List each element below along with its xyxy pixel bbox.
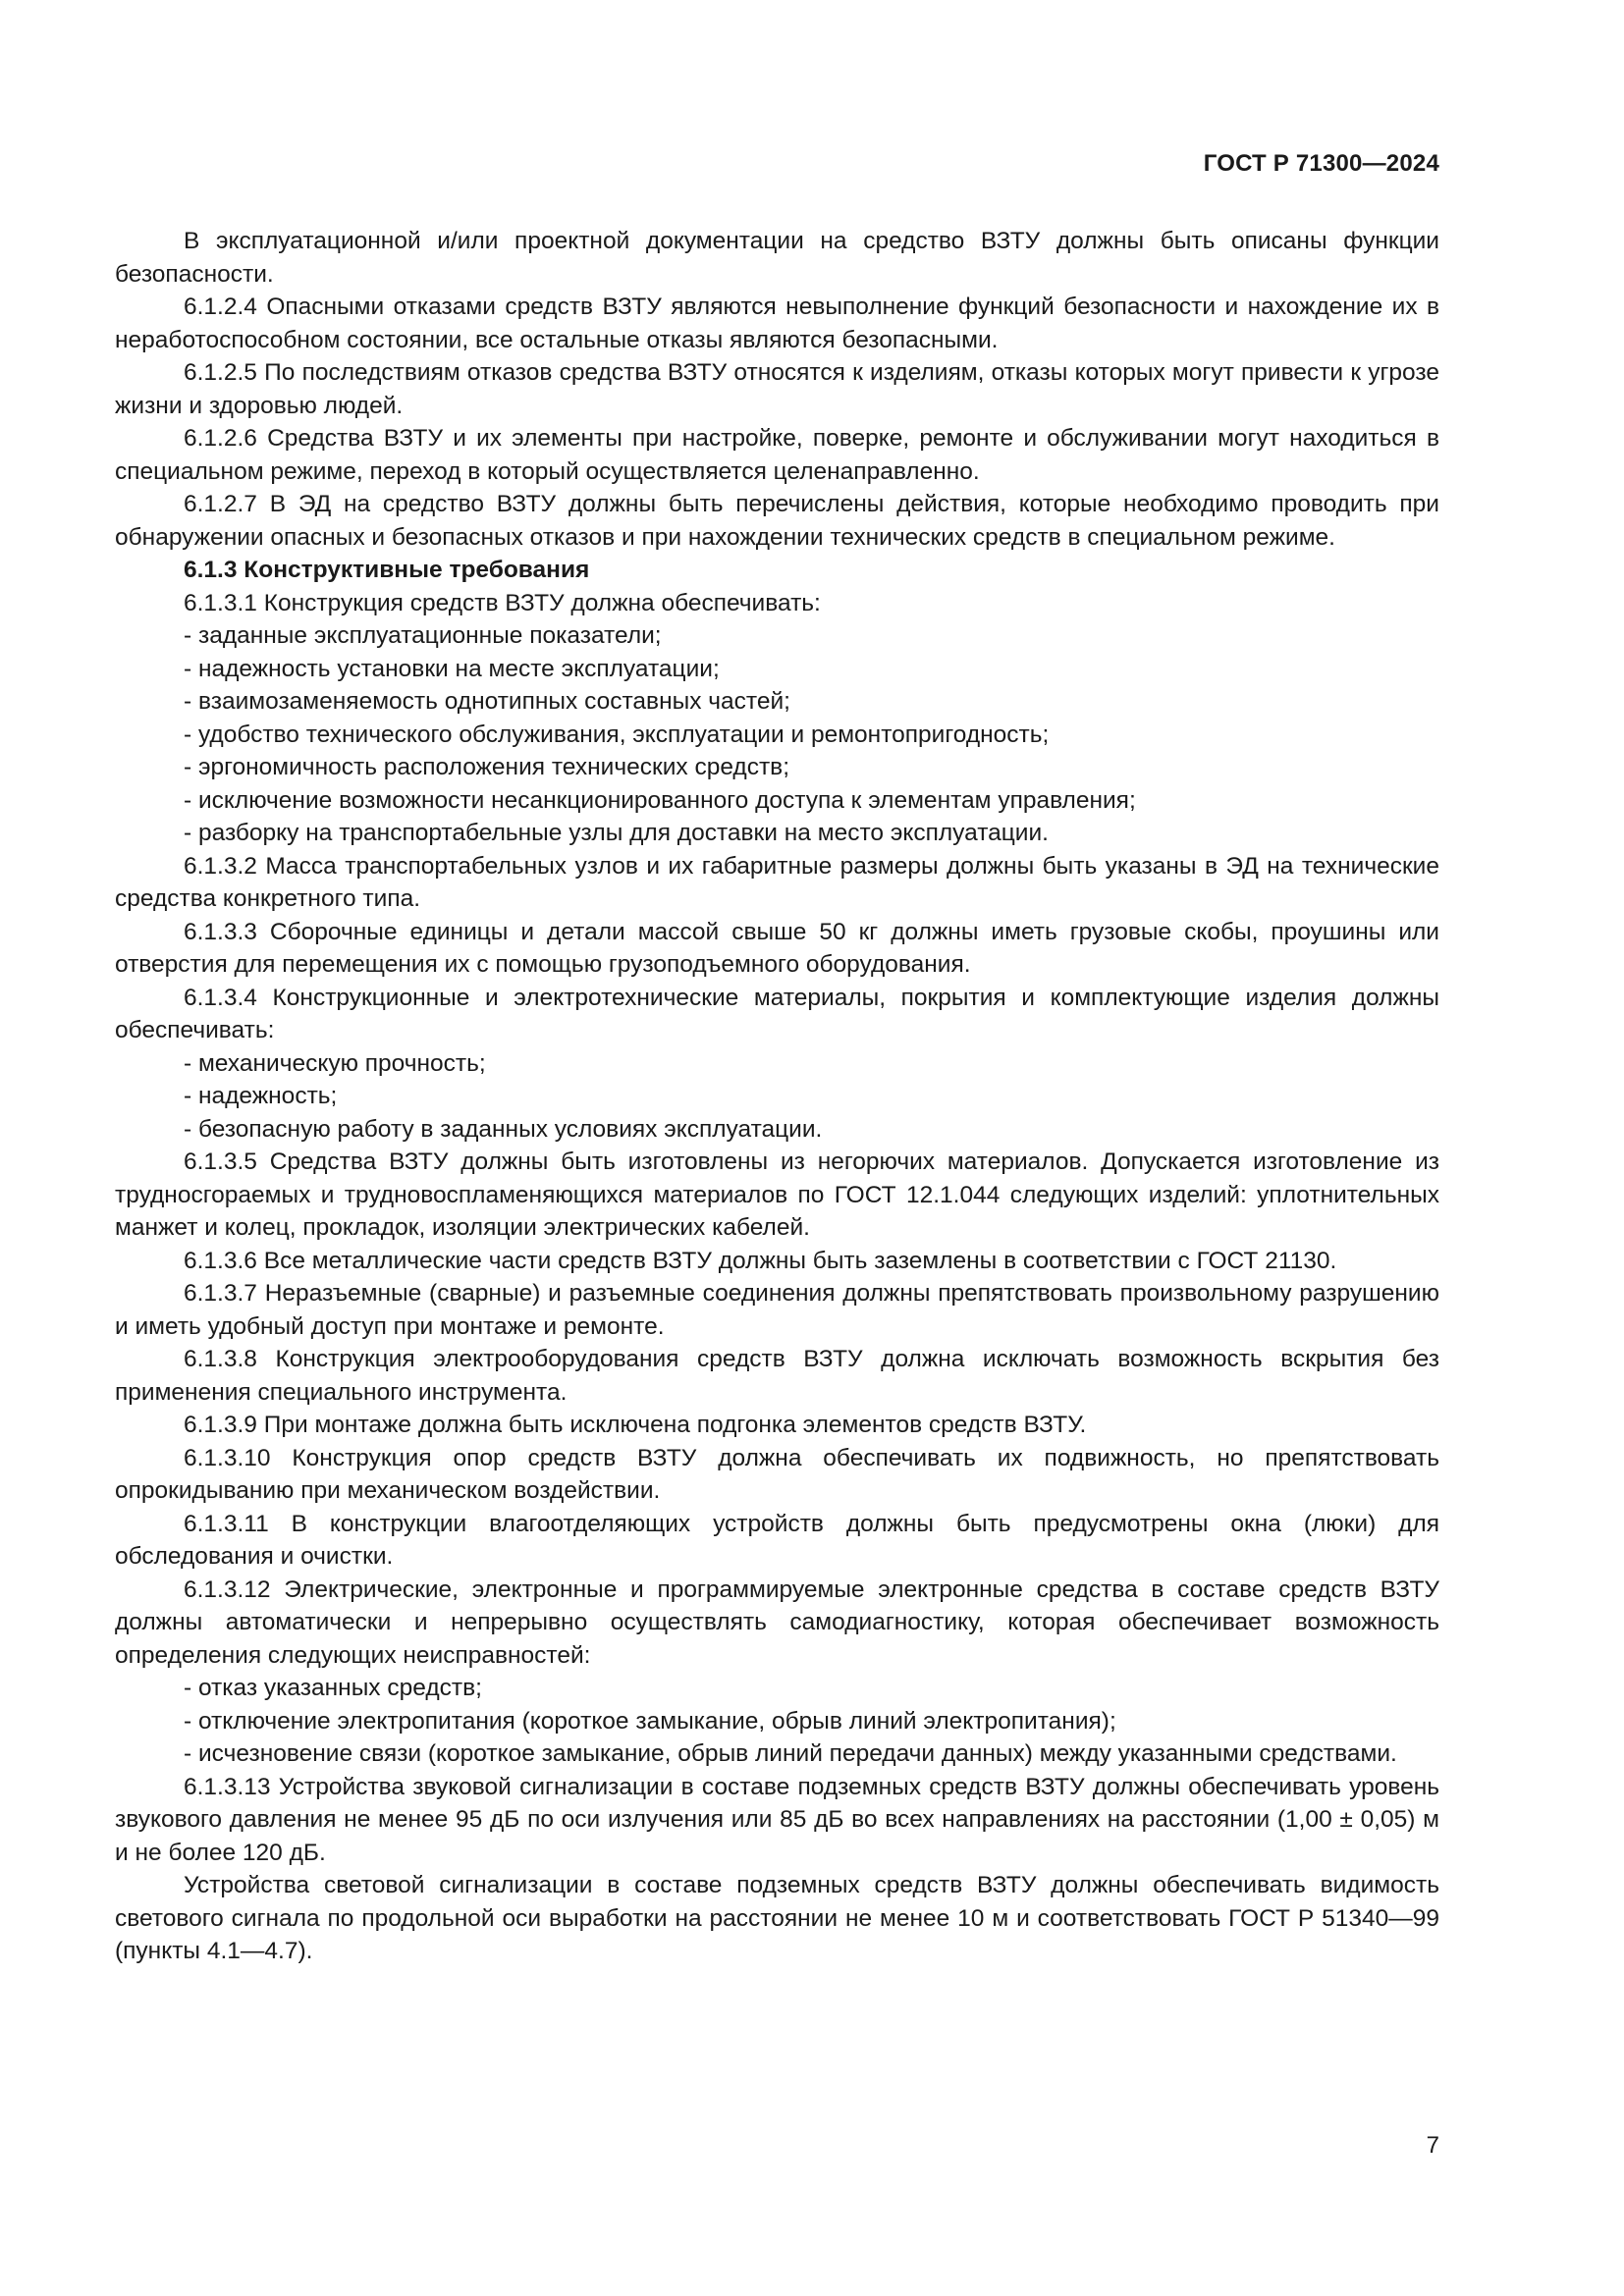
list-item: - отказ указанных средств; xyxy=(184,1675,482,1701)
paragraph-6-1-3-1: 6.1.3.1 Конструкция средств ВЗТУ должна обеспечивать: xyxy=(184,589,821,616)
paragraph-6-1-3-6: 6.1.3.6 Все металлические части средств ВЗТУ должны быть заземлены в соответствии с ГОСТ 21130. xyxy=(184,1247,1337,1274)
list-item: - взаимозаменяемость однотипных составных частей; xyxy=(184,688,790,715)
paragraph-6-1-3-2: 6.1.3.2 Масса транспортабельных узлов и их габаритные размеры должны быть указаны в ЭД на технические средства конкретного типа. xyxy=(115,852,1439,912)
list-item-wrapped: - исчезновение связи (короткое замыкание, обрыв линий передачи данных) между указанными средствами. xyxy=(184,1740,1397,1767)
section-heading-6-1-3: 6.1.3 Конструктивные требования xyxy=(184,557,590,583)
list-item: - удобство технического обслуживания, эксплуатации и ремонтопригодность; xyxy=(184,721,1050,748)
list-item: - надежность; xyxy=(184,1083,338,1109)
paragraph-6-1-3-3: 6.1.3.3 Сборочные единицы и детали массой свыше 50 кг должны иметь грузовые скобы, проушины или отверстия для перемещения их с помощью грузоподъемного оборудования. xyxy=(115,918,1439,978)
paragraph-light-signaling: Устройства световой сигнализации в составе подземных средств ВЗТУ должны обеспечивать видимость светового сигнала по продольной оси выработки на расстоянии не менее 10 м и соответствовать ГОСТ Р 51340—99 (пункты 4.1—4.7). xyxy=(115,1872,1439,1964)
list-item: - надежность установки на месте эксплуатации; xyxy=(184,655,720,682)
paragraph-safety-functions: В эксплуатационной и/или проектной документации на средство ВЗТУ должны быть описаны функции безопасности. xyxy=(115,228,1439,288)
paragraph-6-1-2-6: 6.1.2.6 Средства ВЗТУ и их элементы при настройке, поверке, ремонте и обслуживании могут находиться в специальном режиме, переход в который осуществляется целенаправленно. xyxy=(115,425,1439,485)
list-item: - исключение возможности несанкционированного доступа к элементам управления; xyxy=(184,786,1136,814)
list-item: - безопасную работу в заданных условиях эксплуатации. xyxy=(184,1115,823,1143)
paragraph-6-1-2-7: 6.1.2.7 В ЭД на средство ВЗТУ должны быть перечислены действия, которые необходимо проводить при обнаружении опасных и безопасных отказов и при нахождении технических средств в специальном режиме. xyxy=(115,491,1439,551)
paragraph-6-1-3-10: 6.1.3.10 Конструкция опор средств ВЗТУ должна обеспечивать их подвижность, но препятствовать опрокидыванию при механическом воздействии. xyxy=(115,1444,1439,1504)
paragraph-6-1-3-4: 6.1.3.4 Конструкционные и электротехнические материалы, покрытия и комплектующие изделия должны обеспечивать: xyxy=(115,984,1439,1043)
page-number: 7 xyxy=(1426,2132,1439,2159)
paragraph-6-1-3-8: 6.1.3.8 Конструкция электрооборудования средств ВЗТУ должна исключать возможность вскрытия без применения специального инструмента. xyxy=(115,1346,1439,1406)
paragraph-6-1-3-5: 6.1.3.5 Средства ВЗТУ должны быть изготовлены из негорючих материалов. Допускается изготовление из трудносгораемых и трудновоспламеняющихся материалов по ГОСТ 12.1.044 следующих изделий: уплотнительных манжет и колец, прокладок, изоляции электрических кабелей. xyxy=(115,1148,1439,1241)
list-item: - эргономичность расположения технических средств; xyxy=(184,754,789,780)
list-item: - заданные эксплуатационные показатели; xyxy=(184,622,662,649)
list-item: - отключение электропитания (короткое замыкание, обрыв линий электропитания); xyxy=(184,1707,1116,1735)
paragraph-6-1-3-11: 6.1.3.11 В конструкции влагоотделяющих устройств должны быть предусмотрены окна (люки) для обследования и очистки. xyxy=(115,1510,1439,1570)
paragraph-6-1-3-7: 6.1.3.7 Неразъемные (сварные) и разъемные соединения должны препятствовать произвольному разрушению и иметь удобный доступ при монтаже и ремонте. xyxy=(115,1280,1439,1340)
paragraph-6-1-3-13: 6.1.3.13 Устройства звуковой сигнализации в составе подземных средств ВЗТУ должны обеспечивать уровень звукового давления не менее 95 дБ по оси излучения или 85 дБ во всех направлениях на расстоянии (1,00 ± 0,05) м и не более 120 дБ. xyxy=(115,1773,1439,1866)
paragraph-6-1-2-5: 6.1.2.5 По последствиям отказов средства ВЗТУ относятся к изделиям, отказы которых могут привести к угрозе жизни и здоровью людей. xyxy=(115,359,1439,419)
paragraph-6-1-3-9: 6.1.3.9 При монтаже должна быть исключена подгонка элементов средств ВЗТУ. xyxy=(184,1412,1087,1438)
list-item: - механическую прочность; xyxy=(184,1049,486,1077)
document-body xyxy=(115,225,1439,1968)
paragraph-6-1-2-4: 6.1.2.4 Опасными отказами средств ВЗТУ являются невыполнение функций безопасности и нахождение их в неработоспособном состоянии, все остальные отказы являются безопасными. xyxy=(115,294,1439,353)
list-item: - разборку на транспортабельные узлы для доставки на место эксплуатации. xyxy=(184,820,1049,846)
document-header-id: ГОСТ Р 71300—2024 xyxy=(1203,150,1439,177)
paragraph-6-1-3-12: 6.1.3.12 Электрические, электронные и программируемые электронные средства в составе средств ВЗТУ должны автоматически и непрерывно осуществлять самодиагностику, которая обеспечивает возможность определения следующих неисправностей: xyxy=(115,1575,1439,1669)
